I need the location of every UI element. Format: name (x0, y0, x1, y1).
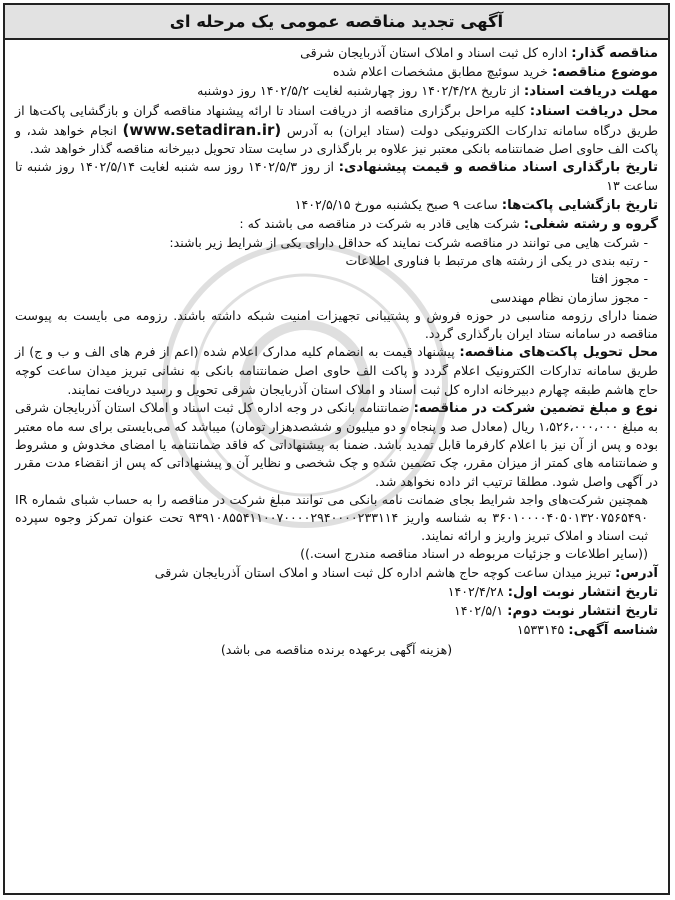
footer-note: (هزینه آگهی برعهده برنده مناقصه می باشد) (220, 641, 453, 657)
upload-date-value: از روز ۱۴۰۲/۵/۳ روز سه شنبه لغایت ۱۴۰۲/۵/۱۴ روز شنبه تا ساعت ۱۳ (15, 159, 658, 194)
guarantee-value: ضمانتنامه بانکی در وجه اداره کل ثبت اسناد و املاک استان آذربایجان شرقی به مبلغ ۱،۵۲۶،۰۰۰،۰۰۰ ریال (معادل صد و پنجاه و دو میلیون و ششصدهزار تومان) میباشد که می‌بایستی برای سه ماه معتبر بوده و پس از آن نیز با اعلام کارفرما قابل تمدید باشد. ضمنا به پیشنهاداتی که فاقد ضمانتنامه یا امضای مخدوش و مشروط و ضمانتنامه های کمتر از میزان مقرر، چک تضمین شده و چک شخصی و نظایر آن و پیشنهاداتی که پس از انقضاء مدت مقرر در آگهی واصل شود. مطلقا ترتیب اثر داده نخواهد شد. (15, 399, 658, 489)
address-value: تبریز میدان ساعت کوچه حاج هاشم اداره کل ثبت اسناد و املاک استان آذربایجان شرقی (154, 564, 611, 580)
group-value: شرکت هایی قادر به شرکت در مناقصه می باشند که : (239, 215, 520, 231)
organizer-label: مناقصه گذار: (571, 46, 658, 61)
guarantee-label: نوع و مبلغ تضمین شرکت در مناقصه: (413, 400, 658, 416)
receipt-place-text-after: انجام خواهد شد، و پاکت الف حاوی اصل ضمانتنامه بانکی معتبر نیز علاوه بر بارگذاری در سایت ستاد تحویل دبیرخانه مناقصه گذار خواهد شد. (15, 122, 658, 157)
upload-date-label: تاریخ بارگذاری اسناد مناقصه و قیمت پیشنهادی: (338, 160, 658, 176)
guarantee-extra: همچنین شرکت‌های واجد شرایط بجای ضمانت نامه بانکی می توانند مبلغ شرکت در مناقصه را به حساب شبای شماره IR ۳۶۰۱۰۰۰۰۴۰۵۰۱۳۲۰۷۵۶۵۴۹۰ به شناسه واریز ۹۳۹۱۰۸۵۵۴۱۱۰۰۷۰۰۰۰۲۹۴۰۰۰۰۲۳۳۱۱۴ تحت عنوان تمرکز وجوه سپرده ثبت اسناد و املاک تبریز واریز و ارائه نمایند. (15, 491, 648, 544)
group-label: گروه و رشته شغلی: (523, 216, 658, 232)
delivery-label: محل تحویل پاکت‌های مناقصه: (459, 345, 658, 361)
delivery-value: پیشنهاد قیمت به انضمام کلیه مدارک اعلام شده (اعم از فرم های الف و ب و ج) از طریق سامانه تدارکات الکترونیک اعلام گردد و پاکت الف حاوی اصل ضمانتنامه بانکی به نشانی تبریز میدان ساعت کوچه حاج هاشم طبقه چهارم دبیرخانه اداره کل ثبت اسناد و املاک استان آذربایجان شرقی تحویل و رسید دریافت نمایند. (15, 344, 658, 397)
more-info: ((سایر اطلاعات و جزئیات مربوطه در اسناد مناقصه مندرج است.)) (300, 546, 648, 562)
receipt-place-label: محل دریافت اسناد: (529, 103, 658, 119)
organizer-row (15, 44, 658, 63)
setadiran-link[interactable]: (www.setadiran.ir) (122, 120, 282, 139)
group-item: - مجوز افتا (590, 271, 648, 287)
first-pub-value: ۱۴۰۲/۴/۲۸ (447, 583, 504, 599)
group-note: ضمنا دارای رزومه مناسبی در حوزه فروش و پشتیبانی تجهیزات امنیت شبکه داشته باشند. رزومه می بایست به پیوست مناقصه در سامانه ستاد ایران بارگذاری گردد. (15, 307, 658, 342)
receipt-deadline-value: از تاریخ ۱۴۰۲/۴/۲۸ روز چهارشنبه لغایت ۱۴۰۲/۵/۲ روز دوشنبه (197, 83, 520, 99)
second-pub-row (15, 602, 658, 621)
subject-label: موضوع مناقصه: (551, 65, 658, 81)
upload-date-row (15, 158, 658, 195)
first-pub-label: تاریخ انتشار نوبت اول: (507, 584, 658, 600)
address-row (15, 564, 658, 583)
receipt-deadline-row (15, 82, 658, 101)
ad-id-label: شناسه آگهی: (568, 623, 658, 639)
second-pub-label: تاریخ انتشار نوبت دوم: (507, 604, 658, 620)
first-pub-row (15, 583, 658, 602)
subject-row (15, 63, 658, 82)
organizer-value: اداره کل ثبت اسناد و املاک استان آذربایجان شرقی (300, 45, 568, 60)
announcement-body (5, 40, 668, 659)
guarantee-row (15, 399, 658, 491)
ad-id-row (15, 621, 658, 640)
announcement-title: آگهی تجدید مناقصه عمومی یک مرحله ای (5, 5, 668, 40)
opening-date-row (15, 196, 658, 215)
receipt-deadline-label: مهلت دریافت اسناد: (523, 84, 658, 100)
ad-id-value: ۱۵۳۳۱۴۵ (516, 622, 565, 638)
announcement-frame (3, 3, 670, 895)
second-pub-value: ۱۴۰۲/۵/۱ (454, 603, 504, 619)
group-row (15, 215, 658, 234)
subject-value: خرید سوئیچ مطابق مشخصات اعلام شده (332, 64, 548, 80)
group-item: - رتبه بندی در یکی از رشته های مرتبط با فناوری اطلاعات (345, 253, 648, 269)
group-item: - شرکت هایی می توانند در مناقصه شرکت نمایند که حداقل دارای یکی از شرایط زیر باشند: (169, 235, 648, 251)
receipt-place-row (15, 102, 658, 159)
receipt-place-text: کلیه مراحل برگزاری مناقصه از دریافت اسناد تا ارائه پیشنهاد مناقصه گران و بازگشایی پاکت‌ها از طریق درگاه سامانه تدارکات الکترونیکی دولت (ستاد ایران) به آدرس (15, 102, 658, 138)
address-label: آدرس: (614, 565, 658, 581)
opening-date-label: تاریخ بازگشایی پاکت‌ها: (501, 197, 658, 213)
group-item: - مجوز سازمان نظام مهندسی (490, 289, 648, 305)
delivery-row (15, 343, 658, 399)
opening-date-value: ساعت ۹ صبح یکشنبه مورخ ۱۴۰۲/۵/۱۵ (294, 196, 498, 212)
